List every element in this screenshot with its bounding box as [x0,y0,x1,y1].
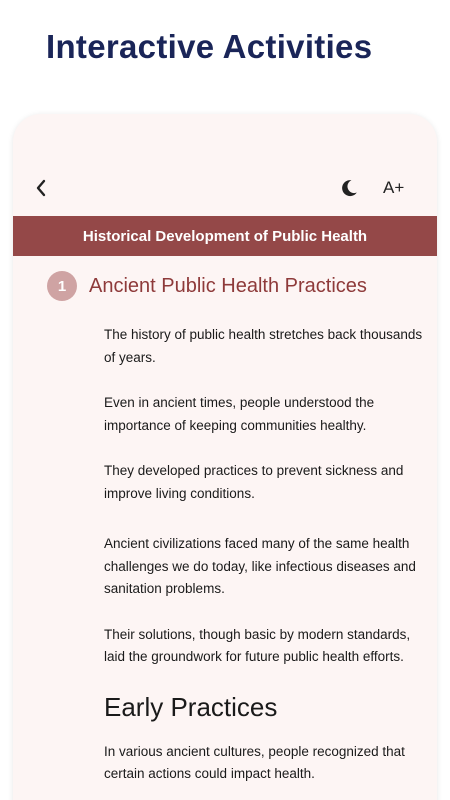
paragraph: In various ancient cultures, people recognized that certain actions could impact health. [104,743,405,781]
paragraph: Ancient civilizations faced many of the same health challenges we do today, like infectious diseases and sanitation problems. [104,536,416,596]
back-button[interactable] [29,176,53,200]
section-number-badge: 1 [47,271,77,301]
paragraph: The history of public health stretches back thousands of years. [104,327,423,365]
reader-screen [13,114,437,800]
chevron-left-icon [35,179,47,197]
chapter-title-bar [13,216,437,256]
font-size-button[interactable]: A+ [383,178,405,197]
dark-mode-toggle[interactable] [337,176,361,200]
paragraph: They developed practices to prevent sickness and improve living conditions. [104,463,404,501]
chapter-title: Historical Development of Public Health [82,227,368,245]
promo-title: Interactive Activities [46,28,373,65]
section-title: Ancient Public Health Practices [89,274,367,297]
moon-icon [339,178,359,198]
subsection-heading: Early Practices [104,691,278,722]
lesson-content [104,324,429,800]
paragraph: Their solutions, though basic by modern standards, laid the groundwork for future public health efforts. [104,626,411,664]
section-header [47,271,367,301]
reader-toolbar [13,168,437,208]
paragraph: Even in ancient times, people understood the importance of keeping communities healthy. [104,395,375,433]
